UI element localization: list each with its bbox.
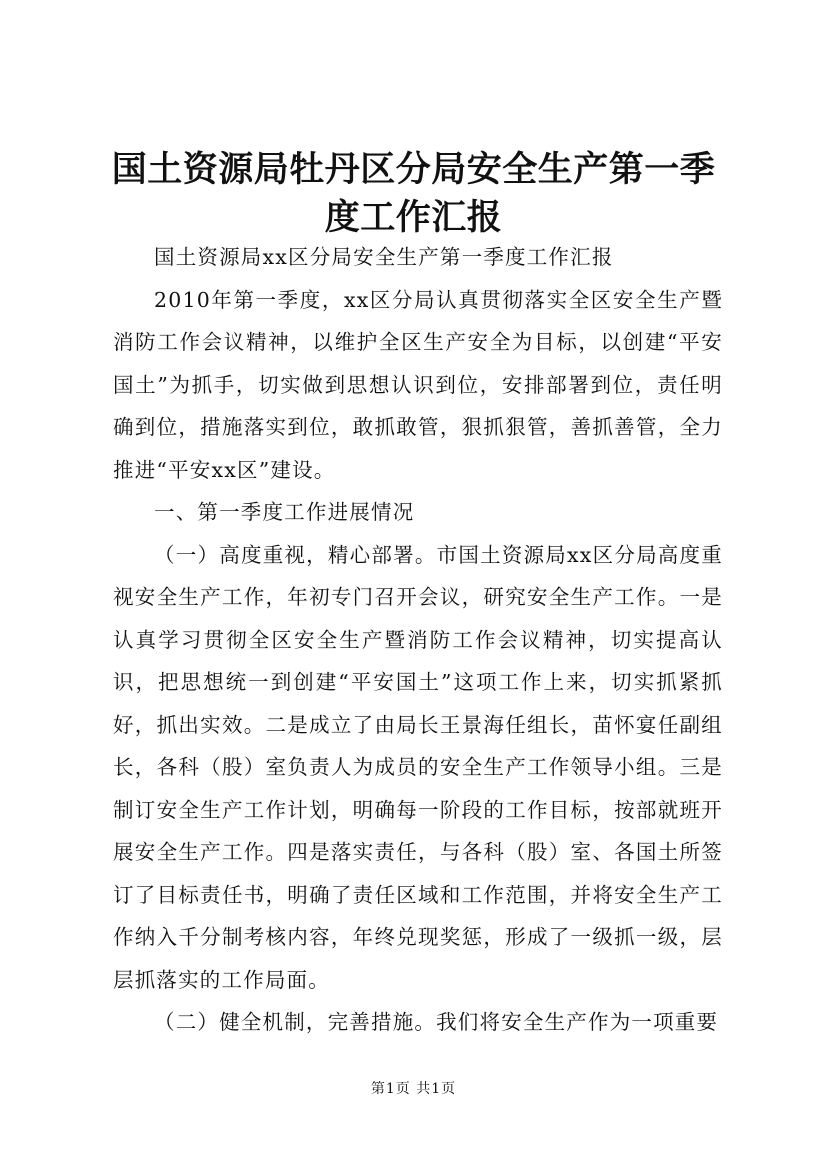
section-heading: 一、第一季度工作进展情况 xyxy=(154,500,415,524)
section-paragraph-2: （二）健全机制，完善措施。我们将安全生产作为一项重要 xyxy=(154,1010,719,1034)
page-footer: 第1页 共1页 xyxy=(370,1081,457,1097)
section-paragraph-1: （一）高度重视，精心部署。市国土资源局xx区分局高度重视安全生产工作，年初专门召开会议，研究安全生产工作。一是认真学习贯彻全区安全生产暨消防工作会议精神，切实提高认识，把思想统一到创建“平安国土”这项工作上来，切实抓紧抓好，抓出实效。二是成立了由局长王景海任组长，苗怀宴任副组长，各科（股）室负责人为成员的安全生产工作领导小组。三是制订安全生产工作计划，明确每一阶段的工作目标，按部就班开展安全生产工作。四是落实责任，与各科（股）室、各国土所签订了目标责任书，明确了责任区域和工作范围，并将安全生产工作纳入千分制考核内容，年终兑现奖惩，形成了一级抓一级，层层抓落实的工作局面。 xyxy=(113,542,723,992)
document-title: 国土资源局牡丹区分局安全生产第一季度工作汇报 xyxy=(111,149,716,238)
document-body xyxy=(113,236,723,1044)
subtitle-paragraph: 国土资源局xx区分局安全生产第一季度工作汇报 xyxy=(154,245,614,269)
intro-paragraph: 2010年第一季度，xx区分局认真贯彻落实全区安全生产暨消防工作会议精神，以维护全区生产安全为目标，以创建“平安国土”为抓手，切实做到思想认识到位，安排部署到位，责任明确到位，措施落实到位，敢抓敢管，狠抓狠管，善抓善管，全力推进“平安xx区”建设。 xyxy=(113,287,723,482)
